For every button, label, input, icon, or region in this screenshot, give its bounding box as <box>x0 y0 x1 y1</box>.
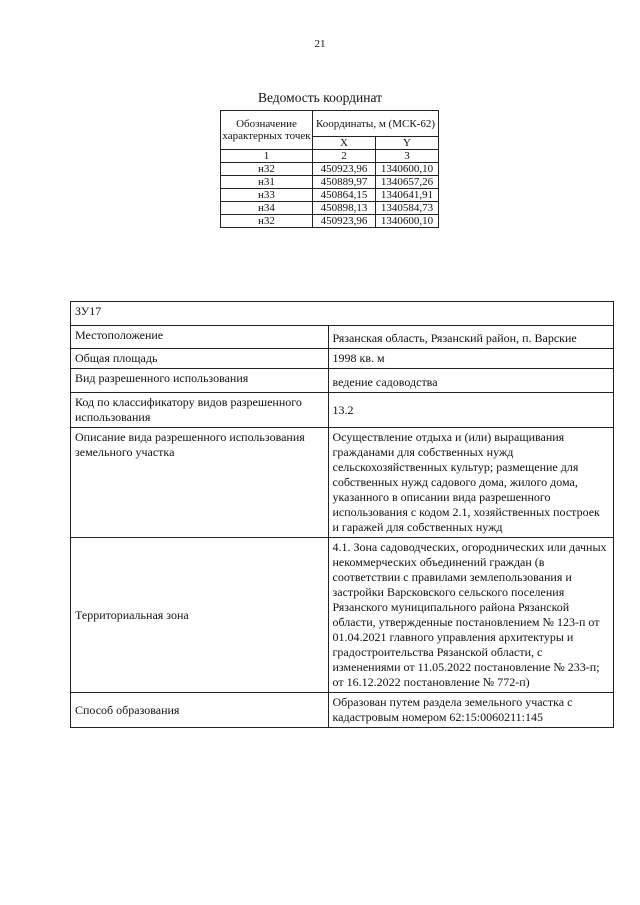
coord-header-row <box>221 111 439 137</box>
row-value-formation-method: Образован путем раздела земельного участка с кадастровым номером 62:15:0060211:145 <box>328 693 614 728</box>
coord-x: 450864,15 <box>313 189 376 202</box>
row-label-territorial-zone: Территориальная зона <box>71 538 329 693</box>
point-name: н32 <box>221 163 313 176</box>
land-plot-title-row <box>71 302 614 326</box>
point-name: н32 <box>221 215 313 228</box>
header-x: X <box>313 137 376 150</box>
coord-statement-title: Ведомость координат <box>257 90 383 105</box>
coord-y: 1340584,73 <box>376 202 439 215</box>
table-row <box>221 202 439 215</box>
coordinates-table <box>220 110 439 228</box>
row-label-formation-method: Способ образования <box>71 693 329 728</box>
land-plot-id: ЗУ17 <box>71 302 614 326</box>
header-y: Y <box>376 137 439 150</box>
column-number: 1 <box>221 150 313 163</box>
row-label-use-description: Описание вида разрешенного использования земельного участка <box>71 428 329 538</box>
row-label-classifier-code: Код по классификатору видов разрешенного использования <box>71 393 329 428</box>
row-label-area: Общая площадь <box>71 349 329 369</box>
table-row <box>221 189 439 202</box>
table-row <box>71 428 614 538</box>
row-value-location: Рязанская область, Рязанский район, п. Варские <box>328 326 614 349</box>
table-row <box>71 369 614 393</box>
coord-column-numbers-row <box>221 150 439 163</box>
coord-y: 1340600,10 <box>376 215 439 228</box>
row-label-location: Местоположение <box>71 326 329 349</box>
table-row <box>71 349 614 369</box>
table-row <box>221 176 439 189</box>
row-label-permitted-use: Вид разрешенного использования <box>71 369 329 393</box>
coord-y: 1340641,91 <box>376 189 439 202</box>
header-coordinates: Координаты, м (МСК-62) <box>313 111 439 137</box>
table-row <box>221 163 439 176</box>
coord-x: 450923,96 <box>313 215 376 228</box>
land-plot-table <box>70 301 614 728</box>
row-value-area: 1998 кв. м <box>328 349 614 369</box>
row-value-use-description: Осуществление отдыха и (или) выращивания гражданами для собственных нужд сельскохозяйственных культур; размещение для собственных нужд садового дома, жилого дома, указанного в описании вида разрешенного использования с кодом 2.1, хозяйственных построек и гаражей для собственных нужд <box>328 428 614 538</box>
row-value-classifier-code: 13.2 <box>328 393 614 428</box>
row-value-territorial-zone: 4.1. Зона садоводческих, огороднических или дачных некоммерческих объединений граждан (в соответствии с правилами землепользования и застройки Варсковского сельского поселения Рязанского муниципального района Рязанской области, утвержденные постановлением № 123-п от 01.04.2021 главного управления архитектуры и градостроительства Рязанской области, с изменениями от 11.05.2022 постановление № 233-п; от 16.12.2022 постановление № 772-п) <box>328 538 614 693</box>
coord-y: 1340600,10 <box>376 163 439 176</box>
coord-x: 450889,97 <box>313 176 376 189</box>
point-name: н34 <box>221 202 313 215</box>
coord-x: 450898,13 <box>313 202 376 215</box>
table-row <box>71 538 614 693</box>
table-row <box>71 693 614 728</box>
coord-y: 1340657,26 <box>376 176 439 189</box>
point-name: н31 <box>221 176 313 189</box>
point-name: н33 <box>221 189 313 202</box>
table-row <box>71 326 614 349</box>
row-value-permitted-use: ведение садоводства <box>328 369 614 393</box>
table-row <box>221 215 439 228</box>
page-number: 21 <box>314 38 326 50</box>
coord-x: 450923,96 <box>313 163 376 176</box>
column-number: 3 <box>376 150 439 163</box>
header-point-designation: Обозначение характерных точек <box>221 111 313 150</box>
column-number: 2 <box>313 150 376 163</box>
table-row <box>71 393 614 428</box>
